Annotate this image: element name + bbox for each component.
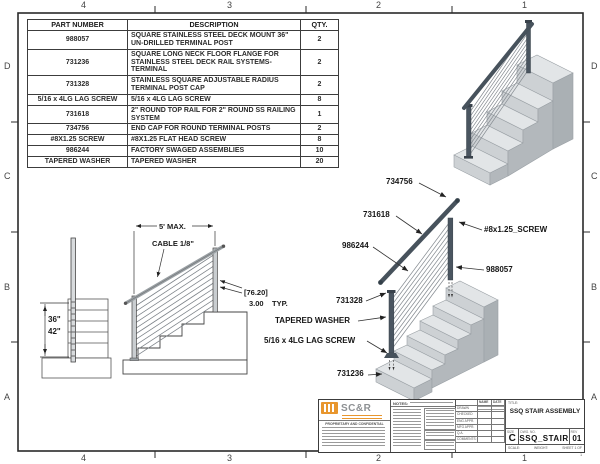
- desc-cell: SQUARE LONG NECK FLOOR FLANGE FOR STAINLESS STEEL DECK RAIL SYSTEMS-TERMINAL: [128, 49, 301, 75]
- part-cell: 5/16 x 4LG LAG SCREW: [28, 94, 128, 105]
- part-cell: #8X1.25 SCREW: [28, 135, 128, 146]
- qty-cell: 20: [301, 156, 339, 167]
- title-cell: [506, 400, 584, 457]
- title-label: TITLE:: [508, 401, 519, 405]
- dim-spacing-in: 3.00: [249, 299, 264, 308]
- callout-986244: 986244: [342, 241, 369, 250]
- company-cell: [319, 400, 391, 452]
- desc-cell: 2" ROUND TOP RAIL FOR 2" ROUND SS RAILING SYSTEM: [128, 105, 301, 124]
- proprietary-heading: PROPRIETARY AND CONFIDENTIAL: [325, 421, 384, 426]
- approvals-grid: NAME DATE DRAWN CHECKED ENG APPR. MFG APPR. Q.A. COMMENTS:: [456, 400, 505, 443]
- zone-label: 1: [522, 453, 528, 463]
- zone-label: 1: [522, 0, 528, 10]
- callout-lag-screw: 5/16 x 4LG LAG SCREW: [264, 336, 356, 345]
- col-qty: QTY.: [301, 20, 339, 31]
- qty-cell: 1: [301, 105, 339, 124]
- col-description: DESCRIPTION: [128, 20, 301, 31]
- part-cell: 731236: [28, 49, 128, 75]
- part-cell: 988057: [28, 31, 128, 50]
- dwg-no-cell: DWG. NO. SSQ_STAIR: [519, 429, 569, 443]
- desc-cell: #8X1.25 FLAT HEAD SCREW: [128, 135, 301, 146]
- notes-cell: [391, 400, 456, 452]
- zone-label: 2: [376, 453, 382, 463]
- dim-5ft-max: 5' MAX.: [159, 222, 186, 231]
- col-part-number: PART NUMBER: [28, 20, 128, 31]
- drawing-title: SSQ STAIR ASSEMBLY: [509, 408, 581, 415]
- proprietary-text: [322, 427, 385, 448]
- qty-cell: 8: [301, 94, 339, 105]
- callout-731328: 731328: [336, 296, 363, 305]
- company-logo: [319, 400, 390, 414]
- callout-8x125-screw: #8x1.25_SCREW: [484, 225, 548, 234]
- zone-label: D: [591, 61, 598, 71]
- rev-cell: REV 01: [570, 429, 582, 443]
- part-cell: TAPERED WASHER: [28, 156, 128, 167]
- company-logo-icon: [321, 402, 338, 414]
- part-cell: 731328: [28, 76, 128, 95]
- zone-label: C: [4, 171, 11, 181]
- qty-cell: 2: [301, 76, 339, 95]
- desc-cell: STAINLESS SQUARE ADJUSTABLE RADIUS TERMINAL POST CAP: [128, 76, 301, 95]
- desc-cell: 5/16 x 4LG LAG SCREW: [128, 94, 301, 105]
- zone-label: 3: [227, 0, 233, 10]
- qty-cell: 2: [301, 31, 339, 50]
- dim-36: 36": [48, 315, 61, 324]
- callout-988057: 988057: [486, 265, 513, 274]
- zone-label: C: [591, 171, 598, 181]
- desc-cell: FACTORY SWAGED ASSEMBLIES: [128, 146, 301, 157]
- callout-734756: 734756: [386, 177, 413, 186]
- qty-cell: 2: [301, 49, 339, 75]
- zone-label: 4: [81, 0, 87, 10]
- zone-label: B: [4, 282, 11, 292]
- part-cell: 734756: [28, 124, 128, 135]
- title-block: [318, 399, 585, 457]
- notes-text: [393, 409, 421, 447]
- qty-cell: 10: [301, 146, 339, 157]
- approvals-cell: [456, 400, 506, 452]
- callout-731236: 731236: [337, 369, 364, 378]
- zone-label: B: [591, 282, 598, 292]
- qty-cell: 2: [301, 124, 339, 135]
- desc-cell: SQUARE STAINLESS STEEL DECK MOUNT 36" UN-DRILLED TERMINAL POST: [128, 31, 301, 50]
- qty-cell: 8: [301, 135, 339, 146]
- dim-typ: TYP.: [272, 299, 288, 308]
- zone-label: A: [591, 392, 598, 402]
- part-cell: 986244: [28, 146, 128, 157]
- desc-cell: END CAP FOR ROUND TERMINAL POSTS: [128, 124, 301, 135]
- zone-label: 4: [81, 453, 87, 463]
- dim-42: 42": [48, 327, 61, 336]
- zone-label: D: [4, 61, 11, 71]
- notes-label: NOTES:: [393, 400, 409, 406]
- zone-label: 3: [227, 453, 233, 463]
- size-cell: SIZE C: [506, 429, 519, 445]
- callout-731618: 731618: [363, 210, 390, 219]
- dim-ref-mm: [76.20]: [244, 288, 268, 297]
- scale-strip: SCALE: WEIGHT: SHEET 1 OF 1: [508, 446, 582, 457]
- desc-cell: TAPERED WASHER: [128, 156, 301, 167]
- company-logo-text: SC&R: [341, 402, 372, 414]
- part-cell: 731618: [28, 105, 128, 124]
- callout-tapered-washer: TAPERED WASHER: [275, 316, 350, 325]
- cable-label: CABLE 1/8": [152, 239, 194, 248]
- zone-label: A: [4, 392, 11, 402]
- zone-label: 2: [376, 0, 382, 10]
